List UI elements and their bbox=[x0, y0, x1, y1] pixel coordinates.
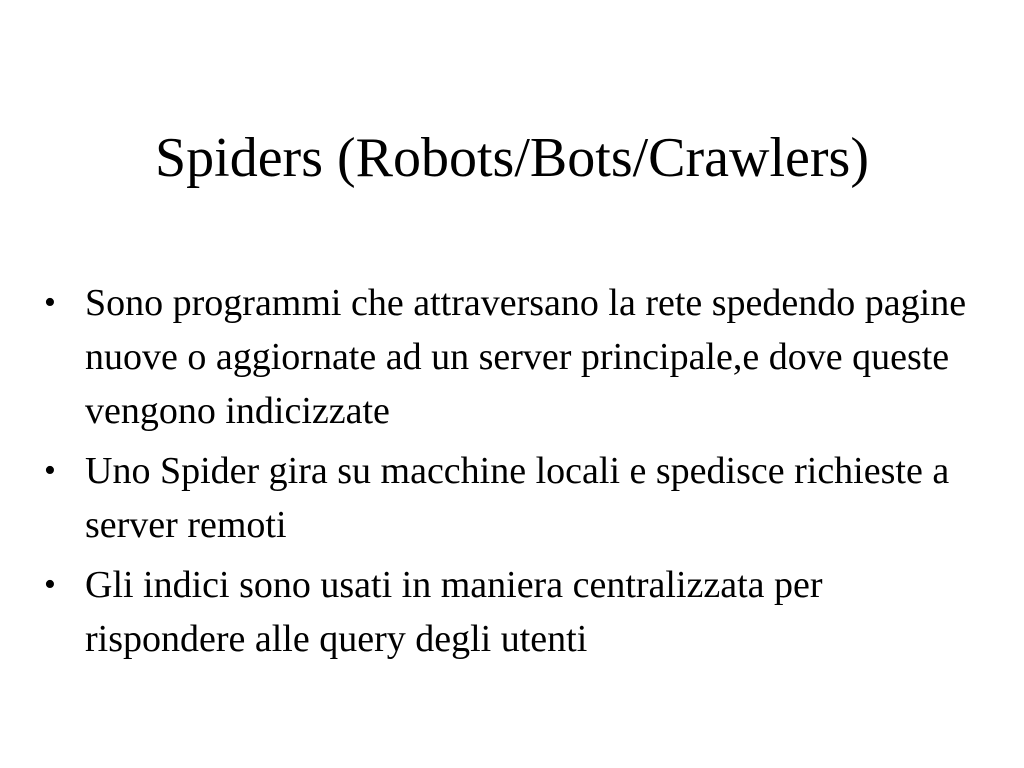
bullet-text: Gli indici sono usati in maniera centralizzata per rispondere alle query degli utenti bbox=[85, 564, 823, 660]
bullet-list bbox=[40, 276, 990, 672]
bullet-icon: • bbox=[44, 566, 56, 603]
bullet-item bbox=[40, 558, 990, 666]
bullet-text: Sono programmi che attraversano la rete spedendo pagine nuove o aggiornate ad un server principale,e dove queste vengono indicizzate bbox=[85, 282, 967, 432]
slide-title: Spiders (Robots/Bots/Crawlers) bbox=[155, 127, 869, 189]
bullet-item bbox=[40, 444, 990, 552]
bullet-icon: • bbox=[44, 284, 56, 321]
bullet-icon: • bbox=[44, 452, 56, 489]
bullet-item bbox=[40, 276, 990, 438]
bullet-text: Uno Spider gira su macchine locali e spedisce richieste a server remoti bbox=[85, 450, 950, 546]
